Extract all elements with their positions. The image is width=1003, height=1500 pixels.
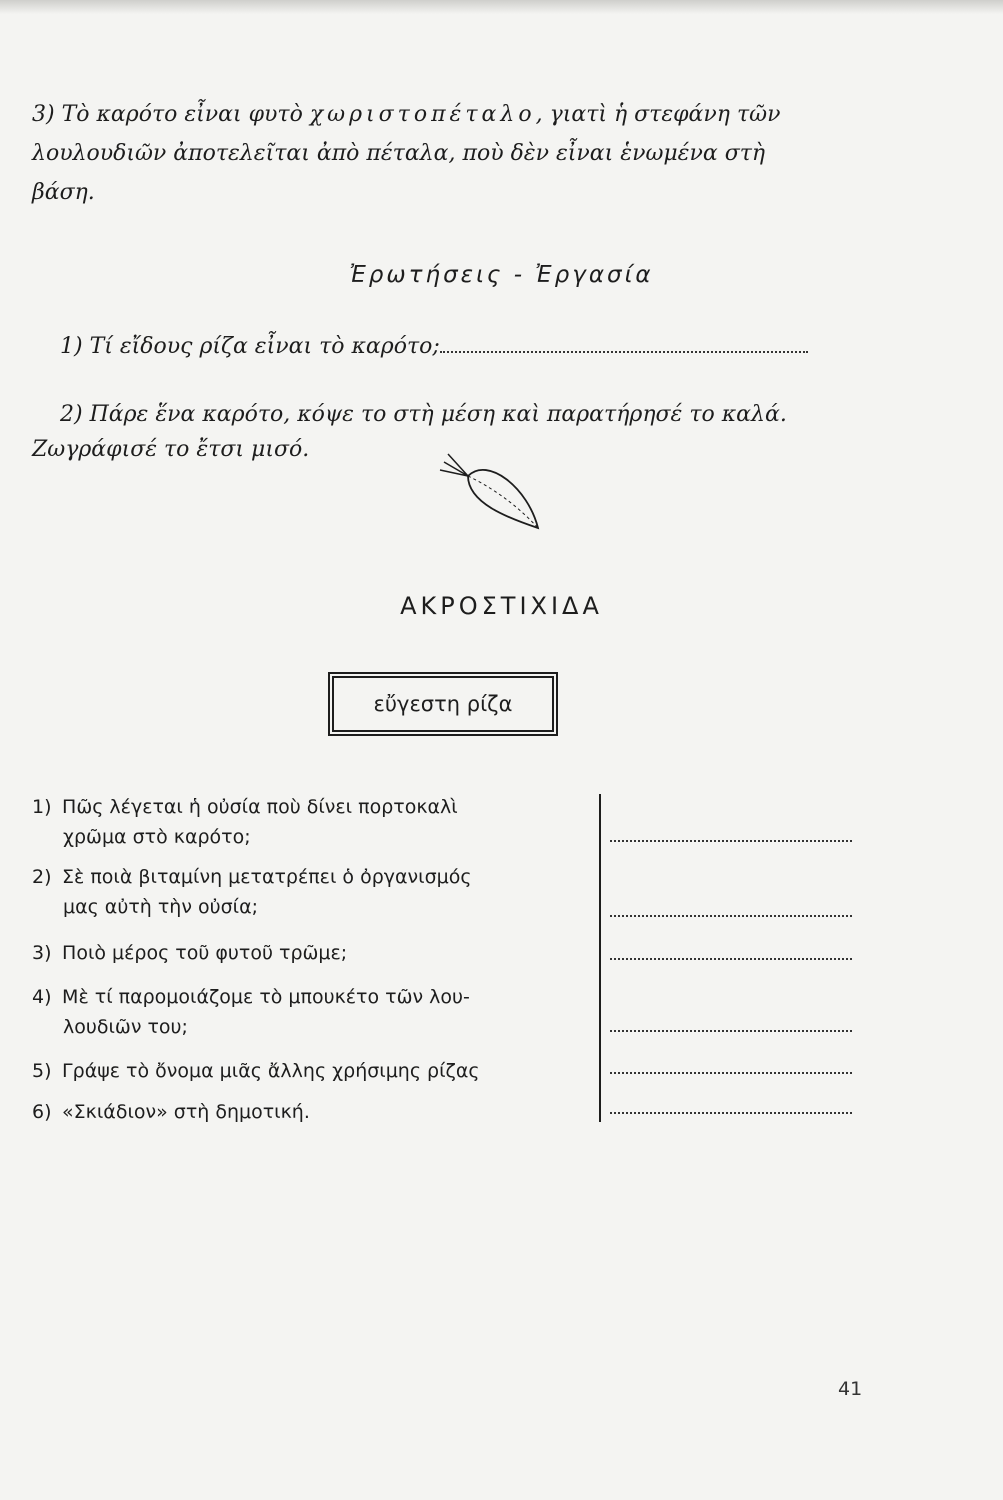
page-edge-shadow bbox=[0, 0, 1003, 14]
term-choristopetalo: χωριστοπέταλο bbox=[309, 102, 536, 127]
page-number: 41 bbox=[838, 1378, 863, 1400]
paragraph-3 bbox=[32, 95, 860, 212]
acrostic-title: ΑΚΡΟΣΤΙΧΙΔΑ bbox=[400, 592, 603, 620]
carrot-half-drawing bbox=[438, 448, 548, 538]
acrostic-item-2: 2) Σὲ ποιὰ βιταμίνη μετατρέπει ὁ ὀργανισμός μας αὐτὴ τὴν οὐσία; bbox=[32, 866, 472, 918]
acrostic-item-5: 5) Γράψε τὸ ὄνομα μιᾶς ἄλλης χρήσιμης ρίζας bbox=[32, 1060, 480, 1082]
acrostic-answer-line-5[interactable] bbox=[610, 1072, 852, 1074]
acrostic-item-6: 6) «Σκιάδιον» στὴ δημοτική. bbox=[32, 1101, 310, 1123]
paragraph-3-line-1: 3) Τὸ καρότο εἶναι φυτὸ χωριστοπέταλο, γιατὶ ἡ στεφάνη τῶν bbox=[32, 102, 781, 127]
acrostic-divider-line bbox=[599, 794, 601, 1122]
question-2-line-2: Ζωγράφισέ το ἔτσι μισό. bbox=[32, 437, 310, 462]
acrostic-item-4: 4) Μὲ τί παρομοιάζομε τὸ μπουκέτο τῶν λου- λουδιῶν του; bbox=[32, 986, 470, 1038]
paragraph-3-line-3: βάση. bbox=[32, 180, 95, 205]
acrostic-answer-line-2[interactable] bbox=[610, 915, 852, 917]
acrostic-answer-line-3[interactable] bbox=[610, 958, 852, 960]
acrostic-item-1: 1) Πῶς λέγεται ἡ οὐσία ποὺ δίνει πορτοκαλὶ χρῶμα στὸ καρότο; bbox=[32, 796, 458, 848]
acrostic-box-text: εὔγεστη ρίζα bbox=[373, 692, 513, 716]
acrostic-answer-line-1[interactable] bbox=[610, 840, 852, 842]
acrostic-item-3: 3) Ποιὸ μέρος τοῦ φυτοῦ τρῶμε; bbox=[32, 942, 348, 964]
acrostic-answer-line-4[interactable] bbox=[610, 1030, 852, 1032]
acrostic-answer-box bbox=[328, 672, 558, 736]
questions-title: Ἐρωτήσεις - Ἐργασία bbox=[349, 262, 654, 288]
paragraph-3-line-2: λουλουδιῶν ἀποτελεῖται ἀπὸ πέταλα, ποὺ δὲν εἶναι ἑνωμένα στὴ bbox=[32, 141, 766, 166]
answer-line-q1[interactable] bbox=[440, 350, 808, 353]
question-2-line-1: 2) Πάρε ἕνα καρότο, κόψε το στὴ μέση καὶ παρατήρησέ το καλά. bbox=[60, 402, 787, 427]
acrostic-answer-line-6[interactable] bbox=[610, 1112, 852, 1114]
question-1: 1) Τί εἴδους ρίζα εἶναι τὸ καρότο; bbox=[60, 334, 808, 359]
